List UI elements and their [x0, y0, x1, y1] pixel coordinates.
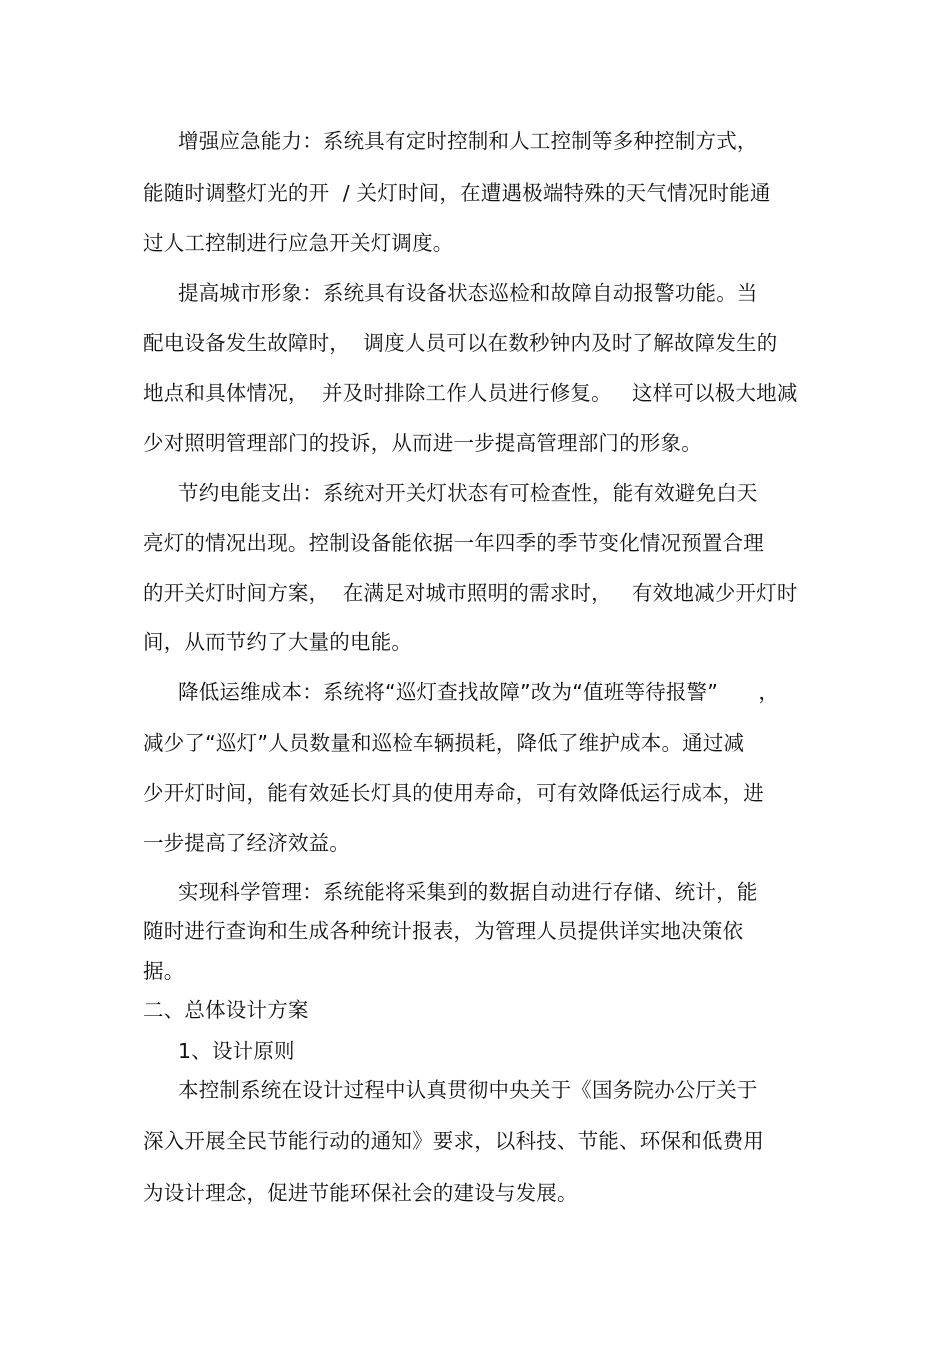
- section-heading-2: 二、总体设计方案: [143, 998, 309, 1022]
- paragraph-emergency-line-1: 增强应急能力：系统具有定时控制和人工控制等多种控制方式，: [178, 129, 758, 153]
- paragraph-principle-line-2: 深入开展全民节能行动的通知》要求，以科技、节能、环保和低费用: [143, 1129, 764, 1153]
- paragraph-energy-line-1: 节约电能支出：系统对开关灯状态有可检查性，能有效避免白天: [178, 481, 758, 505]
- paragraph-cost-line-2: 减少了“巡灯”人员数量和巡检车辆损耗，降低了维护成本。通过减: [143, 731, 745, 755]
- paragraph-principle-line-3: 为设计理念，促进节能环保社会的建设与发展。: [143, 1181, 578, 1205]
- paragraph-energy-line-3: 的开关灯时间方案， 在满足对城市照明的需求时， 有效地减少开灯时: [143, 581, 798, 605]
- subheading-design-principle: 1、设计原则: [178, 1039, 295, 1063]
- paragraph-energy-line-4: 间，从而节约了大量的电能。: [143, 630, 413, 654]
- paragraph-management-line-2: 随时进行查询和生成各种统计报表，为管理人员提供详实地决策依: [143, 919, 744, 943]
- paragraph-image-line-4: 少对照明管理部门的投诉，从而进一步提高管理部门的形象。: [143, 431, 702, 455]
- paragraph-energy-line-2: 亮灯的情况出现。控制设备能依据一年四季的季节变化情况预置合理: [143, 531, 764, 555]
- paragraph-management-line-1: 实现科学管理：系统能将采集到的数据自动进行存储、统计，能: [178, 880, 758, 904]
- paragraph-management-line-3: 据。: [143, 959, 185, 983]
- paragraph-emergency-line-2: 能随时调整灯光的开 / 关灯时间，在遭遇极端特殊的天气情况时能通: [143, 181, 771, 205]
- paragraph-cost-line-1: 降低运维成本：系统将“巡灯查找故障”改为“值班等待报警” ，: [178, 680, 780, 704]
- paragraph-image-line-1: 提高城市形象：系统具有设备状态巡检和故障自动报警功能。当: [178, 281, 758, 305]
- paragraph-emergency-line-3: 过人工控制进行应急开关灯调度。: [143, 231, 454, 255]
- paragraph-image-line-2: 配电设备发生故障时， 调度人员可以在数秒钟内及时了解故障发生的: [143, 331, 778, 355]
- paragraph-image-line-3: 地点和具体情况， 并及时排除工作人员进行修复。 这样可以极大地减: [143, 381, 798, 405]
- paragraph-cost-line-3: 少开灯时间，能有效延长灯具的使用寿命，可有效降低运行成本，进: [143, 781, 764, 805]
- paragraph-cost-line-4: 一步提高了经济效益。: [143, 831, 350, 855]
- paragraph-principle-line-1: 本控制系统在设计过程中认真贯彻中央关于《国务院办公厅关于: [178, 1078, 758, 1102]
